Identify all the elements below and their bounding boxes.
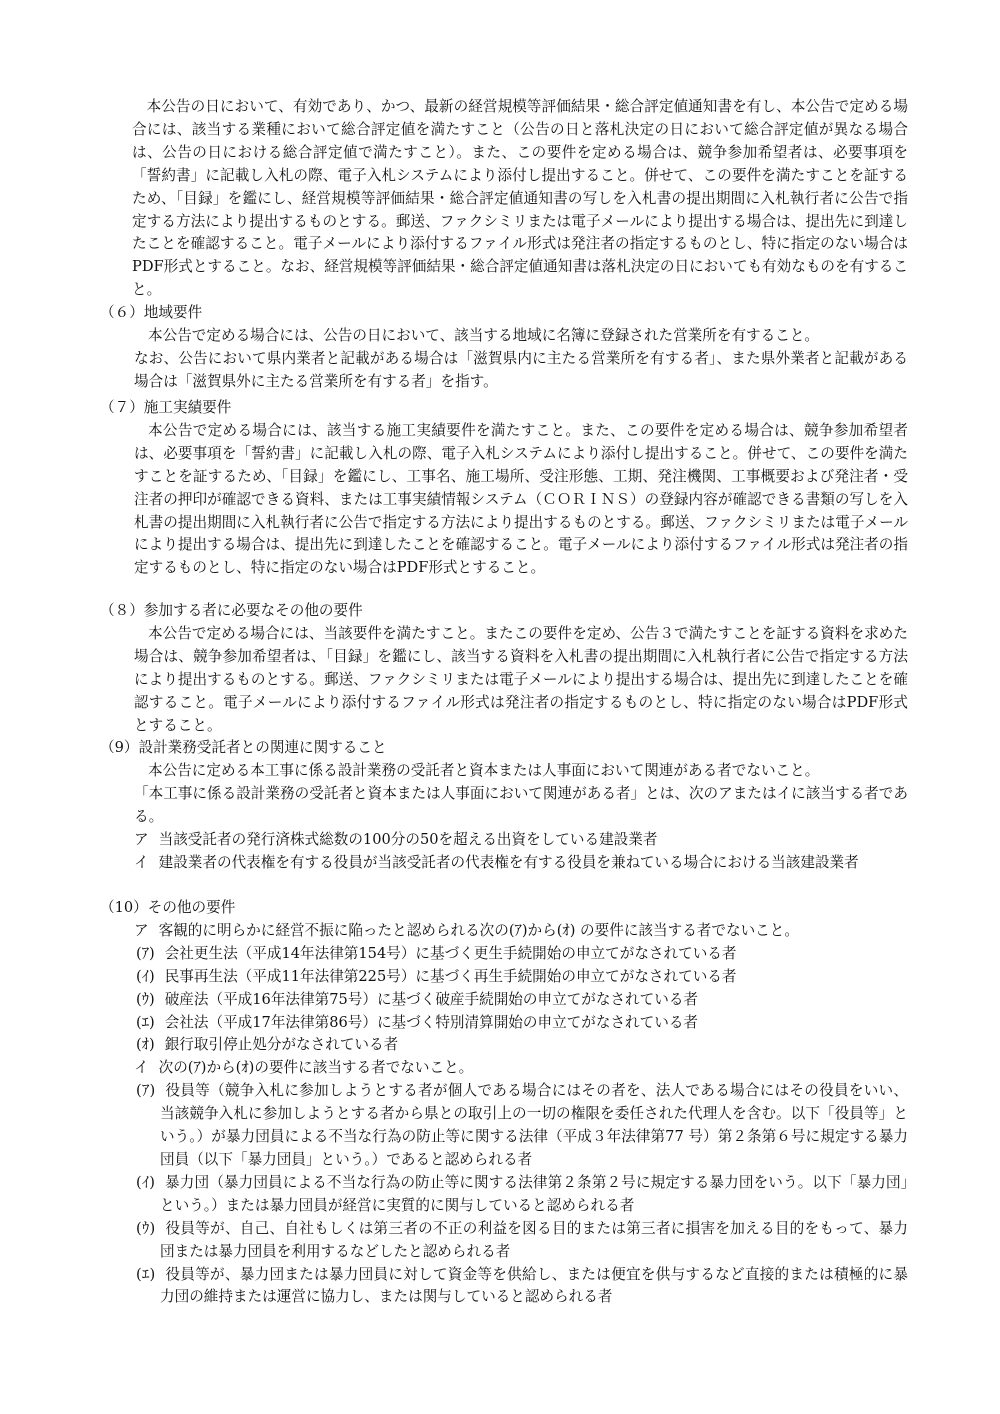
section-10-heading: （10）その他の要件: [100, 899, 236, 916]
section-6-paragraph-1: 本公告で定める場合には、公告の日において、該当する地域に名簿に登録された営業所を有すること。: [148, 326, 820, 344]
section-9-paragraph-1: 本公告に定める本工事に係る設計業務の受託者と資本または人事面において関連がある者でないこと。: [148, 761, 820, 779]
section-6: [100, 302, 908, 394]
item-text: 会社法（平成17年法律第86号）に基づく特別清算開始の申立てがなされている者: [164, 1013, 699, 1031]
item-label: (ｳ): [136, 1219, 156, 1237]
item-label: (ｱ): [136, 1082, 156, 1100]
section-9-paragraph-2: 「本工事に係る設計業務の受託者と資本または人事面において関連がある者」とは、次のアまたはイに該当する者である。: [134, 784, 908, 825]
section-9-item: [112, 852, 908, 875]
section-10-a-item: [100, 943, 908, 966]
item-label: (ｳ): [136, 990, 155, 1008]
section-10-a-item: [100, 989, 908, 1012]
section-6-paragraph-2: なお、公告において県内業者と記載がある場合は「滋賀県内に主たる営業所を有する者」、また県外業者と記載がある場合は「滋賀県外に主たる営業所を有する者」を指す。: [134, 349, 908, 390]
intro-paragraph: 本公告の日において、有効であり、かつ、最新の経営規模等評価結果・総合評定値通知書を有し、本公告で定める場合には、該当する業種において総合評定値を満たすこと（公告の日と落札決定の日において総合評定値が異なる場合は、公告の日における総合評定値で満たすこと）。また、この要件を定める場合は、競争参加希望者は、必要事項を「誓約書」に記載し入札の際、電子入札システムにより添付し提出すること。併せて、この要件を満たすことを証するため、「目録」を鑑にし、経営規模等評価結果・総合評定値通知書の写しを入札書の提出期間に入札執行者に公告で指定する方法により提出するものとする。郵送、ファクシミリまたは電子メールにより提出する場合は、提出先に到達したことを確認すること。電子メールにより添付するファイル形式は発注者の指定するものとし、特に指定のない場合はPDF形式とすること。なお、経営規模等評価結果・総合評定値通知書は落札決定の日においても有効なものを有すること。: [132, 98, 908, 299]
item-text: 会社更生法（平成14年法律第154号）に基づく更生手続開始の申立てがなされている者: [164, 944, 737, 962]
item-text: 暴力団（暴力団員による不当な行為の防止等に関する法律第２条第２号に規定する暴力団をいう。以下「暴力団」という。）または暴力団員が経営に実質的に関与していると認められる者: [160, 1173, 908, 1214]
section-10-b-item: [100, 1218, 908, 1264]
item-text: 次の(ｱ)から(ｵ)の要件に該当する者でないこと。: [158, 1059, 474, 1077]
section-10-a: [112, 920, 908, 943]
item-text: 当該受託者の発行済株式総数の100分の50を超える出資をしている建設業者: [158, 830, 658, 848]
section-8: [100, 600, 908, 737]
item-label: (ｵ): [136, 1036, 155, 1054]
section-10-a-item: [100, 1034, 908, 1057]
item-text: 破産法（平成16年法律第75号）に基づく破産手続開始の申立てがなされている者: [164, 990, 699, 1008]
item-text: 銀行取引停止処分がなされている者: [164, 1036, 399, 1054]
section-10-b-item: [100, 1172, 908, 1218]
section-8-paragraph: 本公告で定める場合には、当該要件を満たすこと。またこの要件を定め、公告３で満たすことを証する資料を求めた場合は、競争参加希望者は、「目録」を鑑にし、該当する資料を入札書の提出期間に入札執行者に公告で指定する方法により提出するものとする。郵送、ファクシミリまたは電子メールにより提出する場合は、提出先に到達したことを確認すること。電子メールにより添付するファイル形式は発注者の指定するものとし、特に指定のない場合はPDF形式とすること。: [134, 624, 908, 734]
section-6-heading: （６）地域要件: [100, 304, 203, 321]
item-label: イ: [134, 1059, 149, 1077]
section-10-a-item: [100, 1012, 908, 1035]
item-label: (ｲ): [136, 1173, 155, 1191]
item-label: (ｲ): [136, 967, 155, 985]
item-label: (ｱ): [136, 944, 155, 962]
section-7: [100, 397, 908, 580]
section-10-a-item: [100, 966, 908, 989]
item-text: 役員等（競争入札に参加しようとする者が個人である場合にはその者を、法人である場合にはその役員をいい、当該競争入札に参加しようとする者から県との取引上の一切の権限を委任された代理人を含む。以下「役員等」という。）が暴力団員による不当な行為の防止等に関する法律（平成３年法律第77 号）第２条第６号に規定する暴力団員（以下「暴力団員」という。）であると認められる者: [160, 1082, 908, 1168]
section-10: [100, 897, 908, 1309]
item-label: (ｴ): [136, 1265, 156, 1283]
section-8-heading: （８）参加する者に必要なその他の要件: [100, 602, 363, 619]
item-label: ア: [134, 830, 149, 848]
section-7-heading: （７）施工実績要件: [100, 399, 232, 416]
section-10-b-item: [100, 1080, 908, 1172]
section-9-heading: （9）設計業務受託者との関連に関すること: [100, 739, 387, 756]
intro-section: [132, 96, 908, 302]
item-label: ア: [134, 921, 149, 939]
section-7-paragraph: 本公告で定める場合には、該当する施工実績要件を満たすこと。また、この要件を定める場合は、競争参加希望者は、必要事項を「誓約書」に記載し入札の際、電子入札システムにより添付し提出すること。併せて、この要件を満たすことを証するため、「目録」を鑑にし、工事名、施工場所、受注形態、工期、発注機関、工事概要および発注者・受注者の押印が確認できる資料、または工事実績情報システム（ＣＯＲＩＮＳ）の登録内容が確認できる書類の写しを入札書の提出期間に入札執行者に公告で指定する方法により提出するものとする。郵送、ファクシミリまたは電子メールにより提出する場合は、提出先に到達したことを確認すること。電子メールにより添付するファイル形式は発注者の指定するものとし、特に指定のない場合はPDF形式とすること。: [134, 421, 908, 577]
item-text: 民事再生法（平成11年法律第225号）に基づく再生手続開始の申立てがなされている者: [164, 967, 737, 985]
section-10-b-item: [100, 1264, 908, 1310]
section-10-b: [112, 1057, 908, 1080]
item-text: 客観的に明らかに経営不振に陥ったと認められる次の(ｱ)から(ｵ) の要件に該当する者でないこと。: [158, 921, 799, 939]
section-9-item: [112, 829, 908, 852]
item-label: (ｴ): [136, 1013, 155, 1031]
section-9: [100, 737, 908, 874]
item-text: 役員等が、暴力団または暴力団員に対して資金等を供給し、または便宜を供与するなど直接的または積極的に暴力団の維持または運営に協力し、または関与していると認められる者: [160, 1265, 908, 1306]
item-label: イ: [134, 853, 149, 871]
item-text: 役員等が、自己、自社もしくは第三者の不正の利益を図る目的または第三者に損害を加える目的をもって、暴力団または暴力団員を利用するなどしたと認められる者: [160, 1219, 909, 1260]
item-text: 建設業者の代表権を有する役員が当該受託者の代表権を有する役員を兼ねている場合における当該建設業者: [158, 853, 859, 871]
